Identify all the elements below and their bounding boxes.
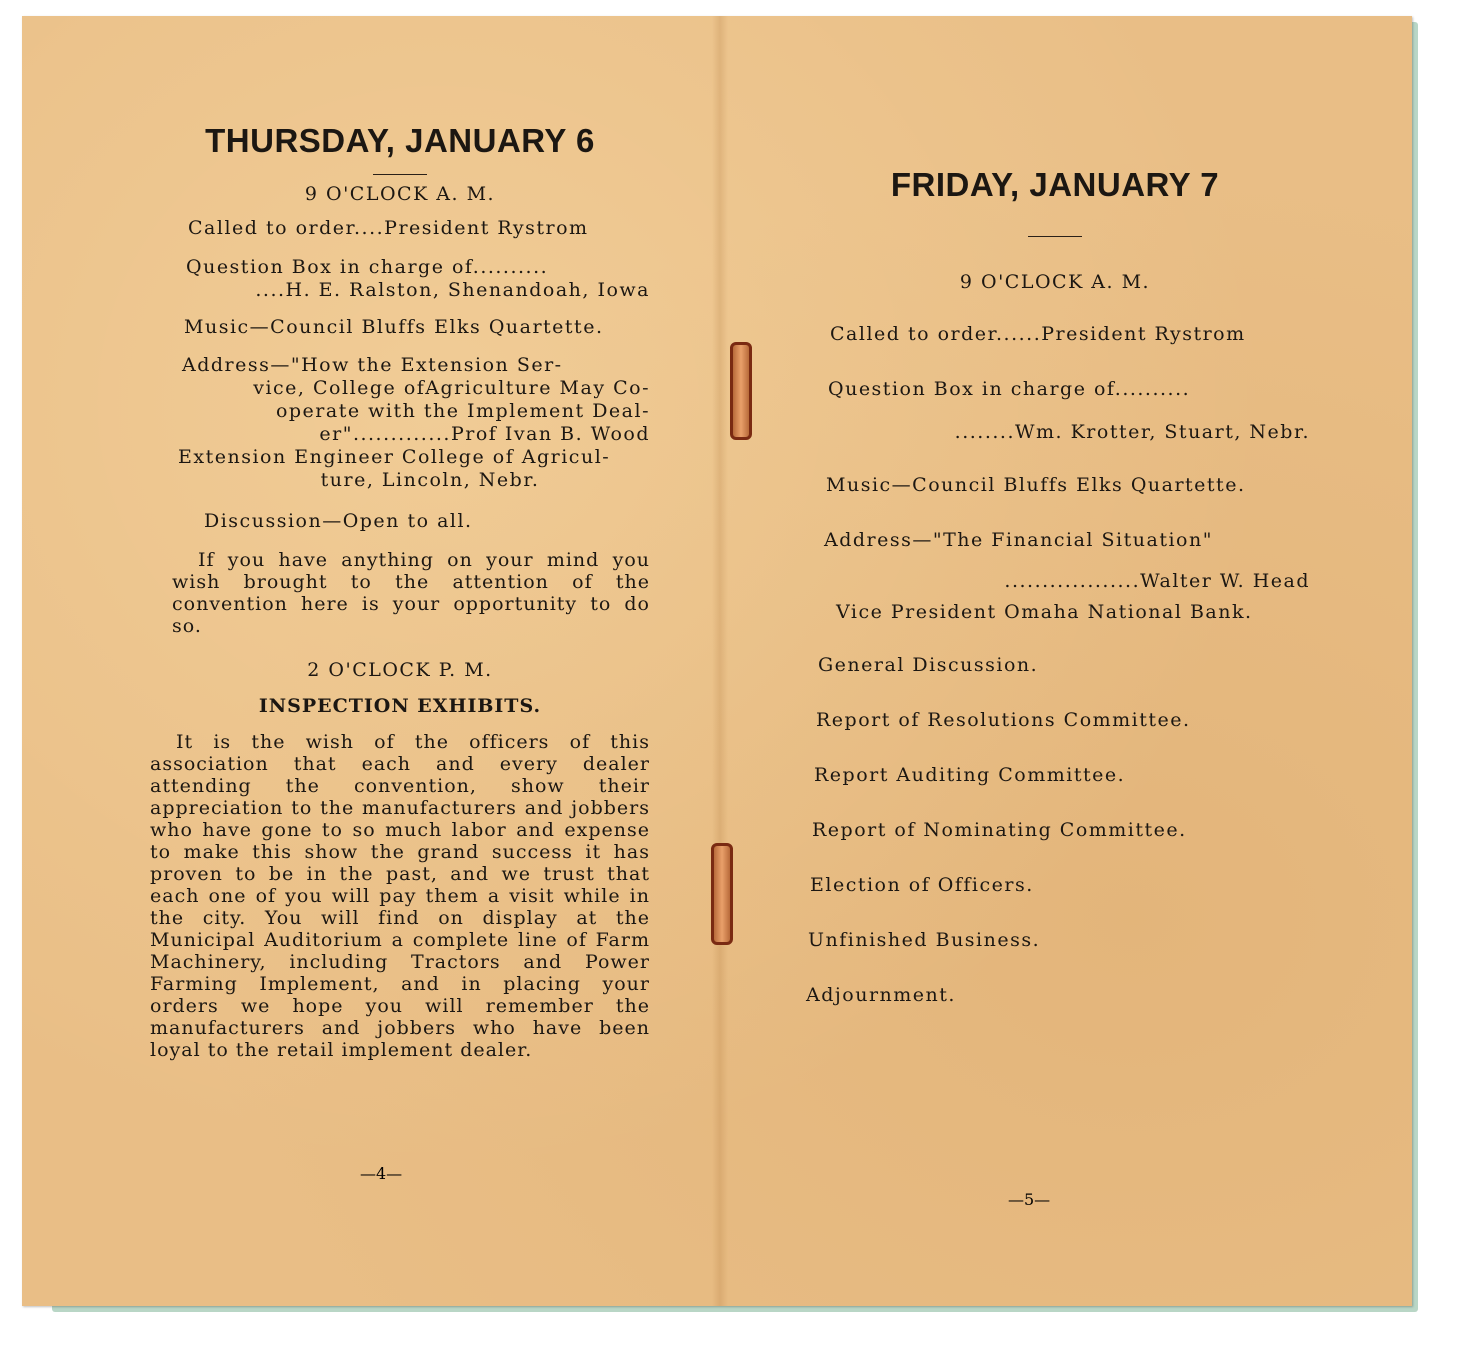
- right-page: [800, 160, 1310, 1007]
- left-address-line2: vice, College ofAgriculture May Co-: [253, 377, 650, 399]
- left-music: Music—Council Bluffs Elks Quartette.: [184, 316, 604, 338]
- left-opportunity-paragraph: If you have anything on your mind you wish brought to the attention of the convention here is your opportunity to do so.: [172, 549, 650, 637]
- left-question-box-line1: Question Box in charge of..........: [186, 256, 549, 278]
- staple-top: [730, 342, 752, 440]
- agenda-item: Election of Officers.: [810, 874, 1034, 896]
- title-rule: [373, 174, 427, 175]
- left-time-pm: 2 O'CLOCK P. M.: [307, 659, 493, 681]
- left-page-title: THURSDAY, JANUARY 6: [205, 122, 595, 159]
- center-fold: [712, 16, 728, 1306]
- inspection-exhibits-paragraph: It is the wish of the officers of this association that each and every dealer attending the convention, show their appreciation to the manufacturers and jobbers who have gone to so much labor and expense to make this show the grand success it has proven to be in the past, and we trust that each one of you will pay them a visit while in the city. You will find on display at the Municipal Auditorium a complete line of Farm Machinery, including Tractors and Power Farming Implement, and in placing your orders we hope you will remember the manufacturers and jobbers who have been loyal to the retail implement dealer.: [150, 731, 650, 1061]
- right-address: Address—"The Financial Situation": [824, 529, 1213, 551]
- left-address-line3: operate with the Implement Deal-: [275, 400, 650, 422]
- left-time-am: 9 O'CLOCK A. M.: [304, 183, 496, 205]
- right-speaker-title: Vice President Omaha National Bank.: [836, 601, 1253, 623]
- agenda-item: Adjournment.: [806, 984, 956, 1006]
- agenda-item: Report Auditing Committee.: [814, 764, 1126, 786]
- left-address-line1: Address—"How the Extension Ser-: [182, 354, 563, 376]
- right-speaker: ..................Walter W. Head: [1004, 570, 1310, 592]
- agenda-item: General Discussion.: [818, 654, 1039, 676]
- inspection-exhibits-heading: INSPECTION EXHIBITS.: [258, 695, 542, 717]
- right-page-title: FRIDAY, JANUARY 7: [890, 166, 1220, 203]
- right-music: Music—Council Bluffs Elks Quartette.: [826, 474, 1246, 496]
- left-called-to-order: Called to order....President Rystrom: [188, 217, 589, 239]
- agenda-item: Unfinished Business.: [808, 929, 1041, 951]
- left-page: [150, 110, 650, 1061]
- left-question-box-line2: ....H. E. Ralston, Shenandoah, Iowa: [255, 279, 650, 301]
- left-engineer-line1: Extension Engineer College of Agricul-: [178, 446, 611, 468]
- right-question-box-line1: Question Box in charge of..........: [828, 378, 1191, 400]
- right-question-box-line2: ........Wm. Krotter, Stuart, Nebr.: [954, 421, 1310, 443]
- left-page-number: —4—: [360, 1164, 403, 1183]
- agenda-item: Report of Nominating Committee.: [812, 819, 1187, 841]
- left-address-line4: er".............Prof Ivan B. Wood: [319, 423, 650, 445]
- staple-bottom: [711, 843, 733, 945]
- right-called-to-order: Called to order......President Rystrom: [830, 323, 1246, 345]
- right-page-number: —5—: [1008, 1190, 1051, 1209]
- left-engineer-line2: ture, Lincoln, Nebr.: [320, 469, 540, 491]
- title-rule-right: [1028, 236, 1082, 237]
- right-time-am: 9 O'CLOCK A. M.: [959, 271, 1151, 293]
- left-discussion: Discussion—Open to all.: [204, 510, 473, 532]
- agenda-item: Report of Resolutions Committee.: [816, 709, 1191, 731]
